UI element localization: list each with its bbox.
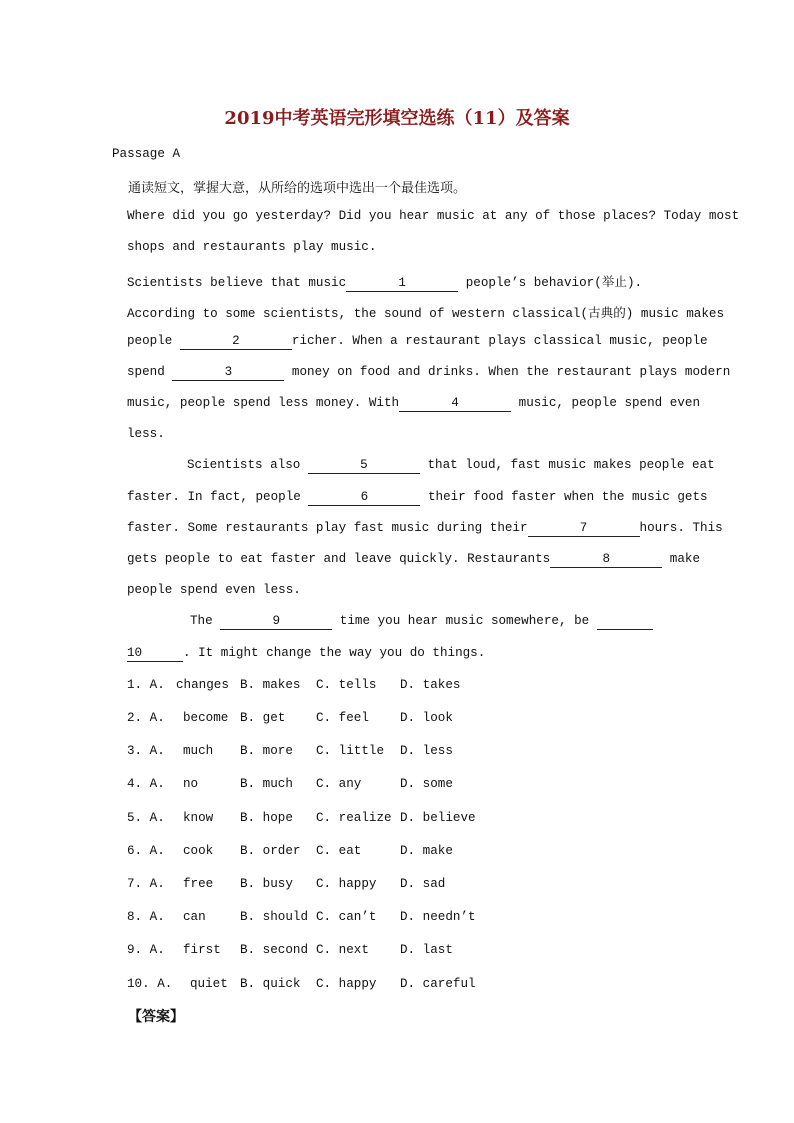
option-d: D. careful	[400, 977, 476, 991]
option-b: B. quick	[240, 977, 301, 991]
option-c: C. eat	[316, 844, 362, 858]
blank-9: 9	[220, 614, 332, 630]
option-num: 8. A.	[127, 910, 165, 924]
paragraph-line	[127, 490, 708, 506]
blank-1: 1	[346, 276, 458, 292]
blank-5: 5	[308, 458, 420, 474]
paragraph-line: shops and restaurants play music.	[127, 240, 377, 254]
blank-2: 2	[180, 334, 292, 350]
option-c: C. happy	[316, 877, 377, 891]
text-segment: make	[662, 552, 701, 566]
blank-10-line	[597, 614, 653, 630]
option-a: cook	[183, 844, 214, 858]
option-num: 9. A.	[127, 943, 165, 957]
option-num: 1. A.	[127, 678, 165, 692]
option-a: free	[183, 877, 214, 891]
text-segment: time you hear music somewhere, be	[332, 614, 597, 628]
option-c: C. happy	[316, 977, 377, 991]
blank-7: 7	[528, 521, 640, 537]
option-a: no	[183, 777, 199, 791]
text-segment: music, people spend less money. With	[127, 396, 400, 410]
blank-8: 8	[550, 552, 662, 568]
paragraph-line	[127, 365, 730, 381]
blank-4: 4	[399, 396, 511, 412]
text-segment: that loud, fast music makes people eat	[419, 458, 715, 472]
text-segment: their food faster when the music gets	[420, 490, 708, 504]
paragraph-line	[127, 334, 708, 350]
option-num: 3. A.	[127, 744, 165, 758]
option-c: C. feel	[316, 711, 369, 725]
option-d: D. look	[400, 711, 453, 725]
option-c: C. any	[316, 777, 362, 791]
option-num: 10. A.	[127, 977, 173, 991]
option-num: 6. A.	[127, 844, 165, 858]
paragraph-line: Where did you go yesterday? Did you hear music at any of those places? Today most	[127, 209, 740, 223]
text-segment: music, people spend even	[511, 396, 701, 410]
option-b: B. makes	[240, 678, 301, 692]
option-b: B. much	[240, 777, 293, 791]
text-segment: Scientists also	[187, 458, 308, 472]
option-a: quiet	[190, 977, 228, 991]
paragraph-line	[187, 458, 715, 474]
paragraph-line	[127, 396, 700, 412]
text-segment: Scientists believe that music	[127, 276, 347, 290]
blank-6: 6	[308, 490, 420, 506]
answer-label: 【答案】	[128, 1009, 184, 1025]
blank-3: 3	[172, 365, 284, 381]
option-num: 5. A.	[127, 811, 165, 825]
option-a: much	[183, 744, 214, 758]
option-a: changes	[176, 678, 229, 692]
option-d: D. needn’t	[400, 910, 476, 924]
option-a: first	[183, 943, 221, 957]
option-d: D. sad	[400, 877, 446, 891]
option-num: 2. A.	[127, 711, 165, 725]
paragraph-line	[127, 271, 642, 292]
paragraph-line: people spend even less.	[127, 583, 301, 597]
text-segment: spend	[127, 365, 173, 379]
text-segment: hours. This	[639, 521, 723, 535]
page-title: 2019中考英语完形填空选练（11）及答案	[224, 108, 570, 129]
option-c: C. little	[316, 744, 385, 758]
option-c: C. realize	[316, 811, 392, 825]
text-segment: faster. In fact, people	[127, 490, 309, 504]
text-segment: money on food and drinks. When the restaurant plays modern	[284, 365, 731, 379]
option-d: D. some	[400, 777, 453, 791]
text-segment: people’s behavior(举止).	[458, 276, 643, 290]
text-segment: people	[127, 334, 180, 348]
option-b: B. busy	[240, 877, 293, 891]
blank-10: 10	[127, 646, 183, 662]
paragraph-line	[127, 552, 700, 568]
paragraph-line	[190, 614, 653, 630]
option-num: 7. A.	[127, 877, 165, 891]
option-num: 4. A.	[127, 777, 165, 791]
option-d: D. last	[400, 943, 453, 957]
option-b: B. should	[240, 910, 309, 924]
option-c: C. tells	[316, 678, 377, 692]
option-b: B. order	[240, 844, 301, 858]
option-d: D. takes	[400, 678, 461, 692]
text-segment: gets people to eat faster and leave quickly. Restaurants	[127, 552, 551, 566]
paragraph-line: less.	[127, 427, 165, 441]
text-segment: richer. When a restaurant plays classical music, people	[291, 334, 708, 348]
option-d: D. believe	[400, 811, 476, 825]
text-segment: . It might change the way you do things.	[183, 646, 486, 660]
option-a: can	[183, 910, 206, 924]
paragraph-line: According to some scientists, the sound of western classical(古典的) music makes	[127, 307, 725, 321]
option-b: B. hope	[240, 811, 293, 825]
text-segment: faster. Some restaurants play fast music during their	[127, 521, 528, 535]
option-c: C. next	[316, 943, 369, 957]
option-b: B. second	[240, 943, 309, 957]
paragraph-line	[127, 646, 485, 662]
text-segment: The	[190, 614, 221, 628]
option-d: D. less	[400, 744, 453, 758]
paragraph-line	[127, 521, 723, 537]
option-b: B. more	[240, 744, 293, 758]
option-c: C. can’t	[316, 910, 377, 924]
option-b: B. get	[240, 711, 286, 725]
option-d: D. make	[400, 844, 453, 858]
option-a: become	[183, 711, 229, 725]
passage-label: Passage A	[112, 147, 181, 161]
option-a: know	[183, 811, 214, 825]
instruction: 通读短文，掌握大意，从所给的选项中选出一个最佳选项。	[128, 181, 467, 196]
